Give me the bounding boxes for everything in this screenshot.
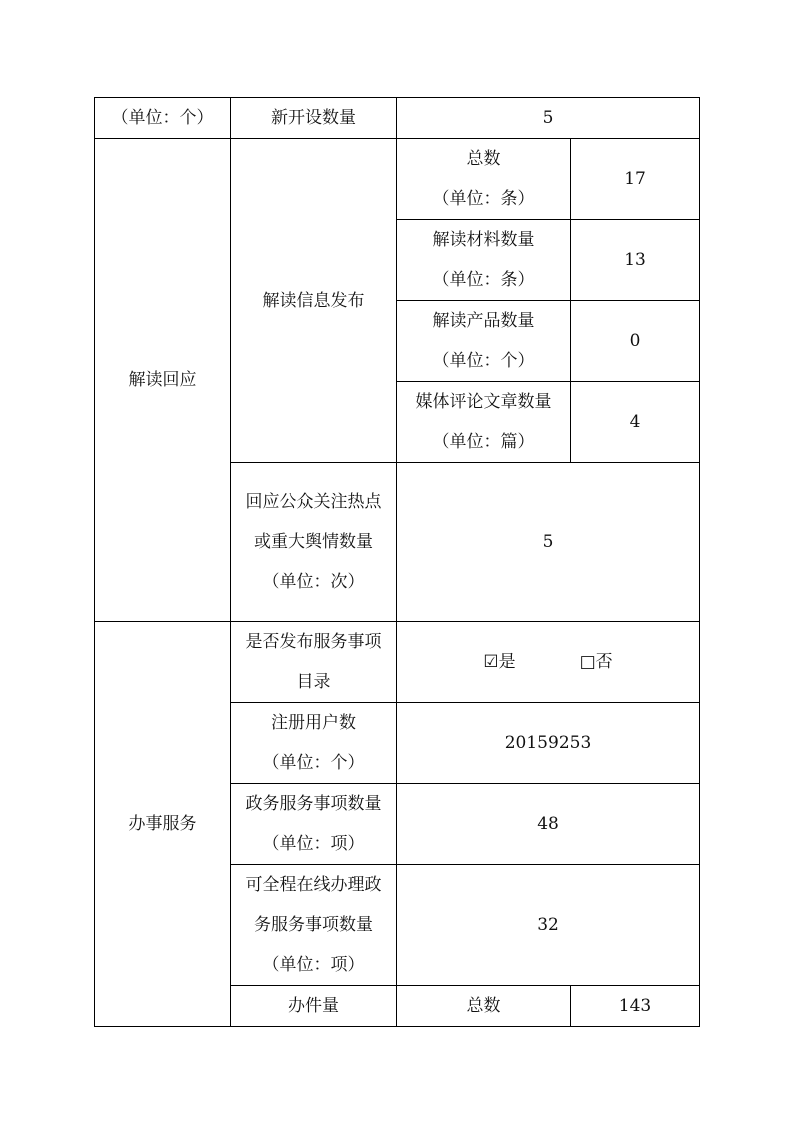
online-label [231,865,397,986]
label-line: 政务服务事项数量 [245,794,382,814]
publish-item-label [397,301,571,382]
table-row [95,139,700,220]
catalog-label [231,622,397,703]
new-count-value: 5 [397,98,700,139]
yes-label: 是 [498,652,516,672]
label-unit: （单位：条） [432,270,535,290]
label-line: 或重大舆情数量 [254,532,373,552]
label-unit: （单位：个） [262,753,365,773]
volume-label: 办件量 [231,986,397,1027]
label-line: 回应公众关注热点 [245,492,382,512]
no-label: 否 [595,652,613,672]
publish-item-value: 17 [571,139,700,220]
label-unit: （单位：次） [262,572,365,592]
volume-value: 143 [571,986,700,1027]
table-row [95,622,700,703]
label-unit: （单位：个） [432,351,535,371]
section-jiedu: 解读回应 [95,139,231,622]
unchecked-box-icon[interactable]: □ [579,652,596,672]
publish-item-value: 13 [571,220,700,301]
label-unit: （单位：条） [432,189,535,209]
label-line: 注册用户数 [271,713,356,733]
label-unit: （单位：项） [262,834,365,854]
label-line: 目录 [296,672,331,692]
users-value: 20159253 [397,703,700,784]
label-line: 解读产品数量 [432,311,535,331]
publish-item-value: 4 [571,382,700,463]
unit-cell: （单位：个） [95,98,231,139]
respond-label [231,463,397,622]
checked-box-icon[interactable]: ☑ [483,652,499,672]
label-unit: （单位：篇） [432,432,535,452]
label-line: 是否发布服务事项 [245,632,382,652]
label-line: 总数 [466,149,501,169]
label-unit: （单位：项） [262,955,365,975]
label-line: 解读材料数量 [432,230,535,250]
respond-value: 5 [397,463,700,622]
volume-sub-label: 总数 [397,986,571,1027]
label-line: 可全程在线办理政 [245,875,382,895]
section-banshi: 办事服务 [95,622,231,1027]
label-line: 媒体评论文章数量 [415,392,552,412]
publish-item-label [397,139,571,220]
table-row [95,98,700,139]
gov-info-table [94,97,700,1027]
items-value: 48 [397,784,700,865]
items-label [231,784,397,865]
publish-label: 解读信息发布 [231,139,397,463]
new-count-label: 新开设数量 [231,98,397,139]
online-value: 32 [397,865,700,986]
publish-item-label [397,220,571,301]
label-line: 务服务事项数量 [254,915,373,935]
users-label [231,703,397,784]
publish-item-label [397,382,571,463]
catalog-choice [397,622,700,703]
publish-item-value: 0 [571,301,700,382]
